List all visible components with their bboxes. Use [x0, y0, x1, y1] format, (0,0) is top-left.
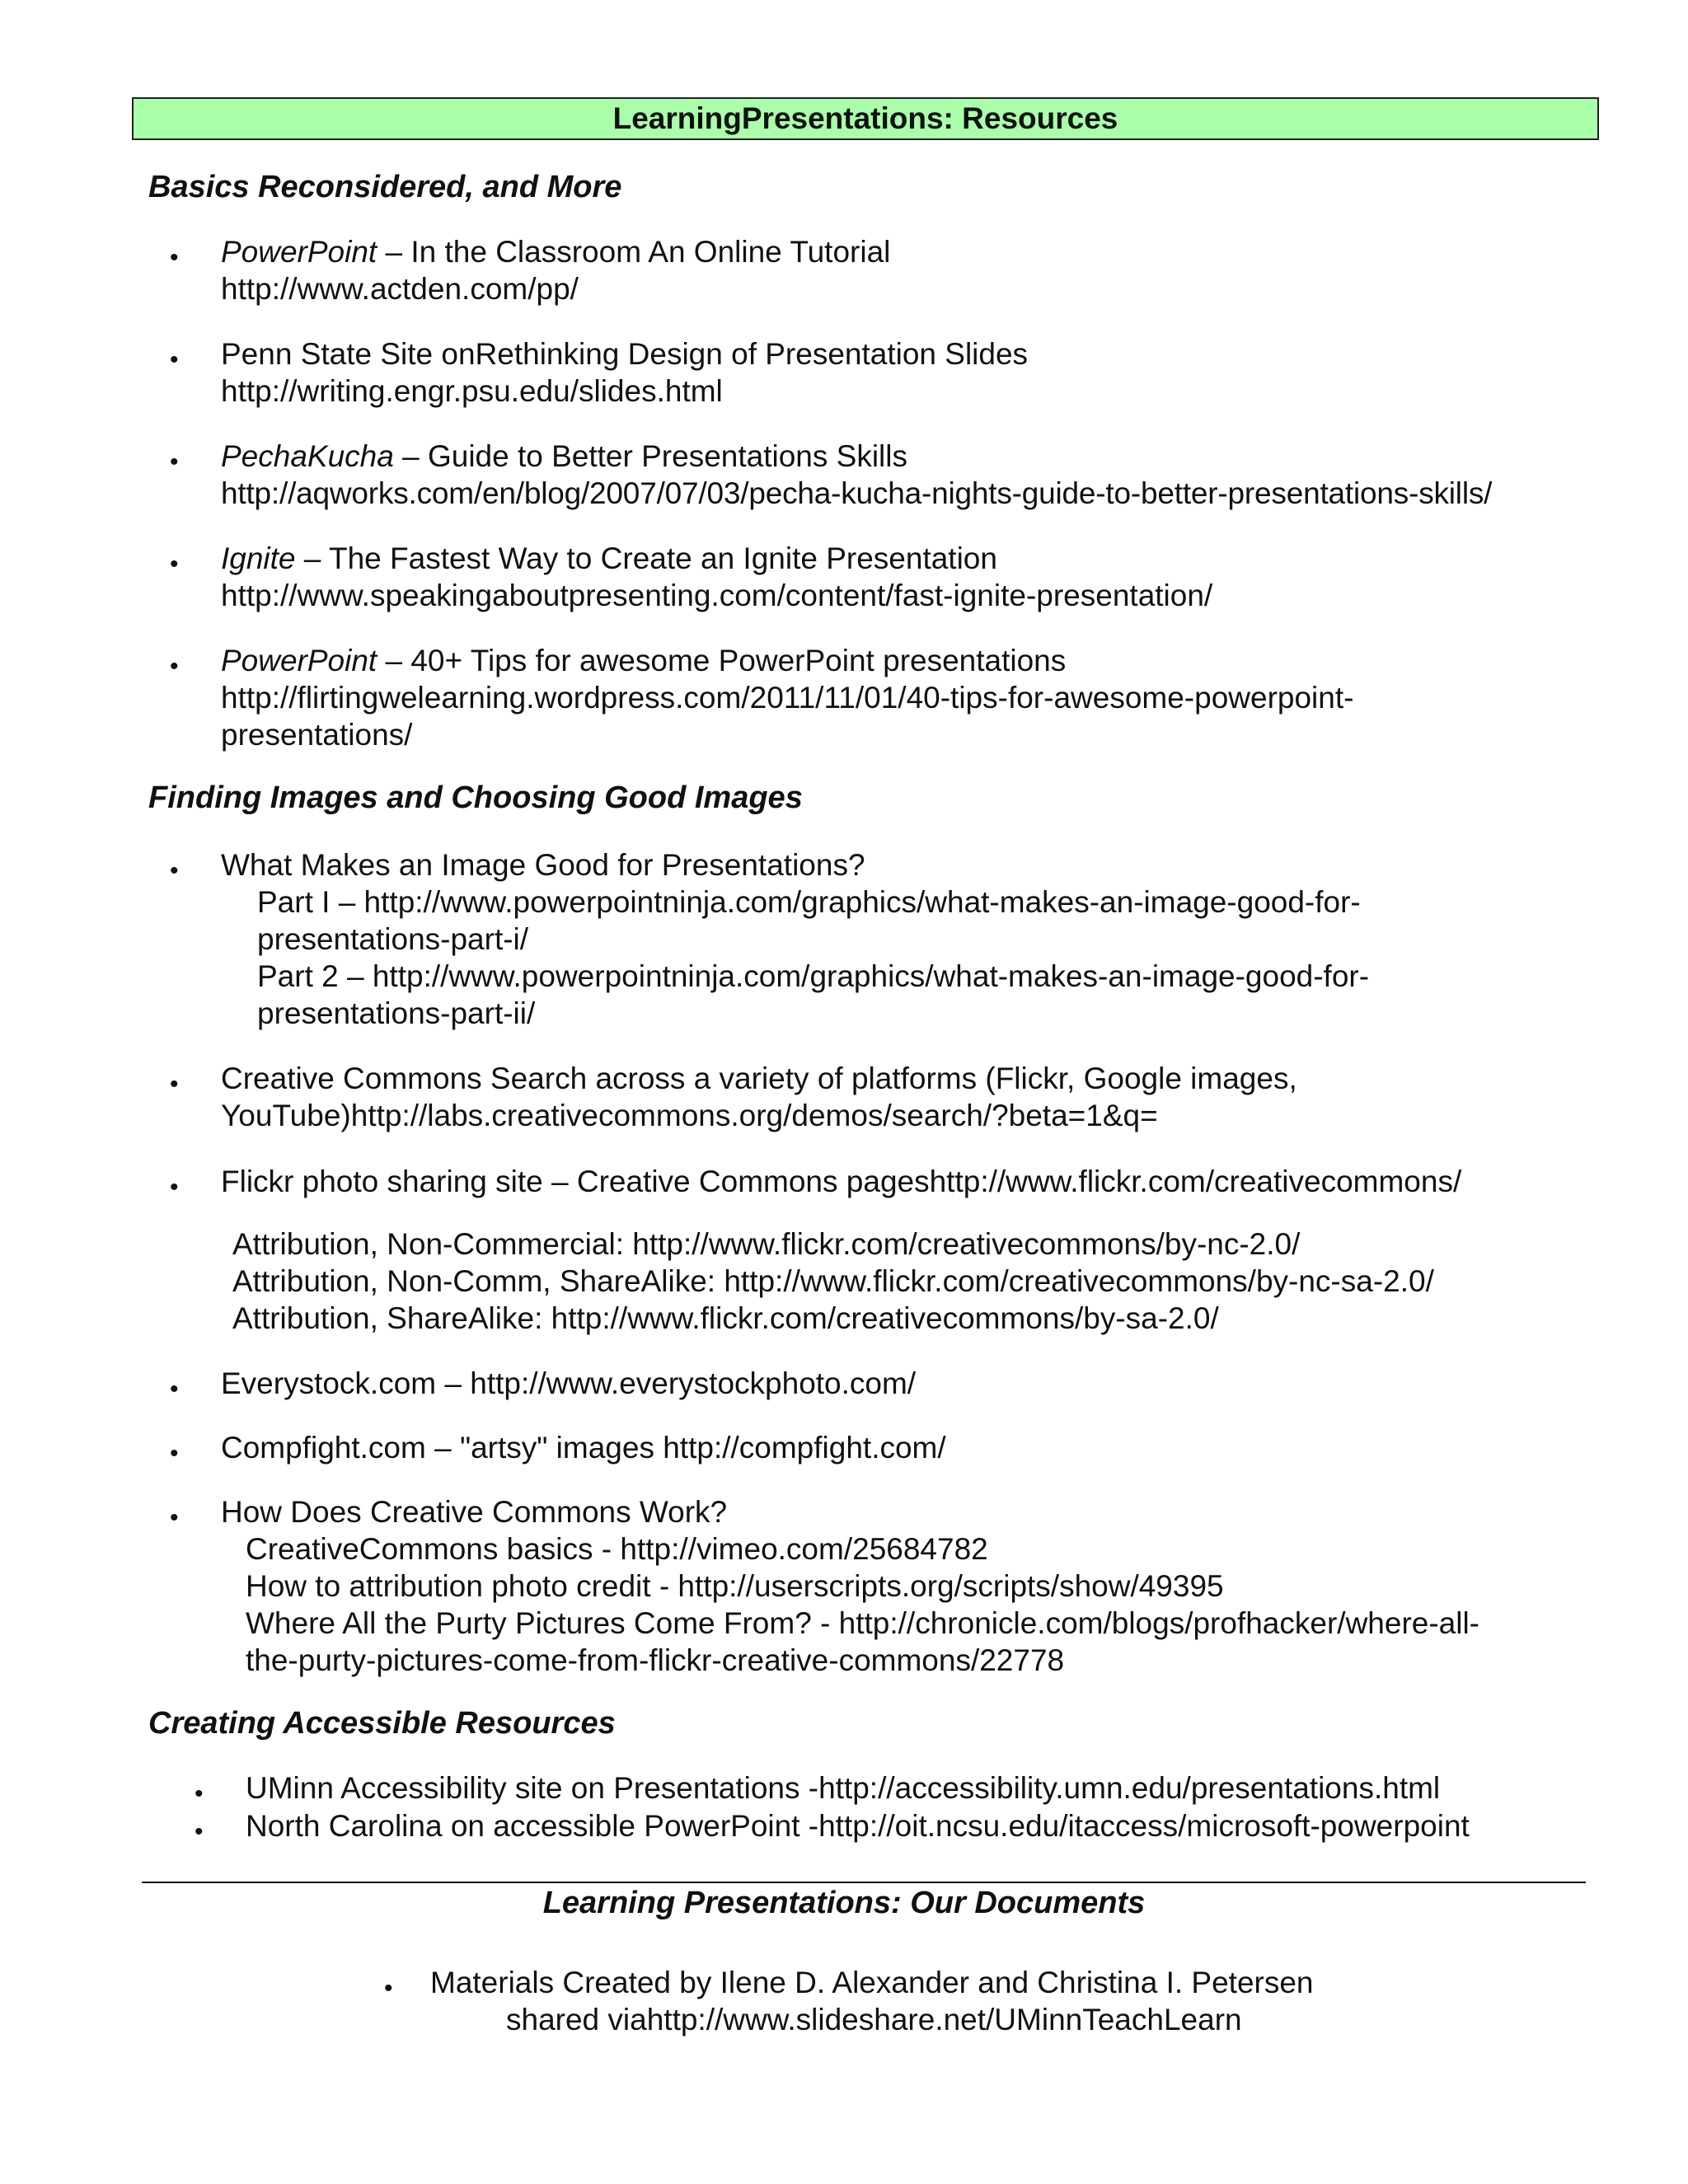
page-title: LearningPresentations: Resources	[612, 101, 1118, 135]
resource-link[interactable]: Attribution, Non-Commercial: http://www.flickr.com/creativecommons/by-nc-2.0/	[232, 1227, 1301, 1261]
resource-link[interactable]: Part 2 – http://www.powerpointninja.com/graphics/what-makes-an-image-good-for-	[257, 959, 1370, 993]
bullet: •	[170, 857, 179, 884]
resource-link[interactable]: Where All the Purty Pictures Come From? - http://chronicle.com/blogs/profhacker/where-all-	[246, 1606, 1480, 1640]
item-title: PechaKucha	[221, 439, 394, 473]
resource-link[interactable]: http://www.actden.com/pp/	[221, 272, 579, 306]
item-text: Materials Created by Ilene D. Alexander and Christina I. Petersen	[430, 1966, 1314, 1999]
item-text: What Makes an Image Good for Presentations?	[221, 848, 865, 882]
bullet: •	[384, 1975, 393, 2002]
resource-link[interactable]: Flickr photo sharing site – Creative Commons pageshttp://www.flickr.com/creativecommons/	[221, 1165, 1462, 1198]
resource-link[interactable]: Part I – http://www.powerpointninja.com/graphics/what-makes-an-image-good-for-	[257, 885, 1361, 919]
divider	[142, 1882, 1586, 1883]
resource-link[interactable]: YouTube)http://labs.creativecommons.org/demos/search/?beta=1&q=	[221, 1099, 1158, 1132]
bullet: •	[195, 1818, 204, 1845]
resource-link[interactable]: How to attribution photo credit - http://userscripts.org/scripts/show/49395	[246, 1569, 1224, 1603]
bullet: •	[170, 1376, 179, 1403]
resource-link[interactable]: http://aqworks.com/en/blog/2007/07/03/pecha-kucha-nights-guide-to-better-presentations-skills/	[221, 476, 1493, 510]
resource-link-continued[interactable]: presentations-part-i/	[257, 922, 529, 956]
item-text: – 40+ Tips for awesome PowerPoint presentations	[377, 644, 1067, 677]
resource-link[interactable]: http://flirtingwelearning.wordpress.com/2011/11/01/40-tips-for-awesome-powerpoint-	[221, 681, 1354, 715]
bullet: •	[170, 1174, 179, 1201]
bullet: •	[170, 1504, 179, 1531]
section-heading-accessible: Creating Accessible Resources	[148, 1706, 616, 1741]
item-title: Ignite	[221, 541, 296, 575]
bullet: •	[170, 1071, 179, 1098]
item-title: PowerPoint	[221, 235, 377, 269]
page-title-banner	[132, 97, 1599, 140]
bullet: •	[170, 346, 179, 373]
section-heading-documents: Learning Presentations: Our Documents	[542, 1886, 1146, 1920]
item-text: – The Fastest Way to Create an Ignite Presentation	[295, 541, 997, 575]
bullet: •	[170, 244, 179, 271]
item-text: How Does Creative Commons Work?	[221, 1495, 728, 1529]
item-text: – In the Classroom An Online Tutorial	[377, 235, 891, 269]
item-text: Penn State Site onRethinking Design of Presentation Slides	[221, 337, 1029, 371]
resource-link[interactable]: Attribution, Non-Comm, ShareAlike: http://www.flickr.com/creativecommons/by-nc-sa-2.0/	[232, 1264, 1434, 1298]
resource-link[interactable]: http://www.speakingaboutpresenting.com/content/fast-ignite-presentation/	[221, 579, 1213, 612]
section-heading-images: Finding Images and Choosing Good Images	[148, 780, 803, 815]
bullet: •	[170, 653, 179, 680]
resource-link[interactable]: shared viahttp://www.slideshare.net/UMinnTeachLearn	[506, 2003, 1242, 2036]
bullet: •	[170, 1440, 179, 1467]
item-text: – Guide to Better Presentations Skills	[393, 439, 907, 473]
resource-link[interactable]: Compfight.com – "artsy" images http://compfight.com/	[221, 1431, 946, 1465]
resource-link[interactable]: CreativeCommons basics - http://vimeo.com/25684782	[246, 1532, 988, 1566]
resource-link[interactable]: North Carolina on accessible PowerPoint -http://oit.ncsu.edu/itaccess/microsoft-powerpoint	[246, 1809, 1470, 1843]
resource-link-continued[interactable]: presentations/	[221, 718, 413, 752]
item-title: PowerPoint	[221, 644, 377, 677]
resource-link[interactable]: Everystock.com – http://www.everystockphoto.com/	[221, 1366, 917, 1400]
resource-link-continued[interactable]: the-purty-pictures-come-from-flickr-creative-commons/22778	[246, 1643, 1065, 1677]
resource-link-continued[interactable]: presentations-part-ii/	[257, 996, 536, 1030]
resource-link[interactable]: UMinn Accessibility site on Presentations -http://accessibility.umn.edu/presentations.html	[246, 1771, 1441, 1805]
bullet: •	[170, 448, 179, 476]
resource-link[interactable]: http://writing.engr.psu.edu/slides.html	[221, 374, 723, 408]
item-text: Creative Commons Search across a variety of platforms (Flickr, Google images,	[221, 1062, 1297, 1095]
bullet: •	[170, 551, 179, 578]
bullet: •	[195, 1780, 204, 1807]
resource-link[interactable]: Attribution, ShareAlike: http://www.flickr.com/creativecommons/by-sa-2.0/	[232, 1301, 1219, 1335]
section-heading-basics: Basics Reconsidered, and More	[148, 170, 622, 204]
